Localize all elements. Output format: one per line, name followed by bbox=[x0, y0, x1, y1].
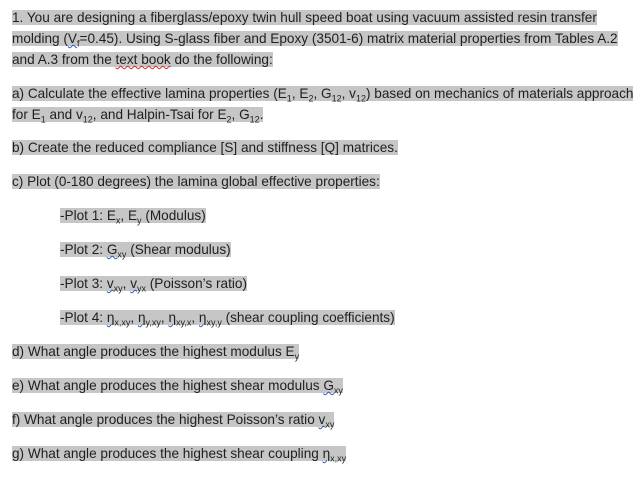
p2-c: (Shear modulus) bbox=[126, 242, 231, 257]
p4-sep2: , bbox=[160, 310, 169, 325]
p4-n4-sub: xy,y bbox=[206, 317, 222, 328]
a-t1: a) Calculate the effective lamina properties (E bbox=[12, 86, 287, 101]
p3-v1: v bbox=[106, 276, 114, 291]
a-s4: 12 bbox=[355, 93, 366, 104]
eta-4-symbol bbox=[198, 310, 222, 328]
part-a-line-1 bbox=[12, 85, 633, 103]
part-g-text bbox=[12, 446, 347, 464]
a-t3: , G bbox=[313, 86, 332, 101]
g-sym: η bbox=[322, 446, 331, 461]
plot-3-line bbox=[60, 275, 247, 293]
p4-sep1: , bbox=[130, 310, 138, 325]
part-a-line-2 bbox=[12, 106, 263, 124]
g-sub: x,xy bbox=[330, 453, 347, 464]
vf-letter: V bbox=[67, 31, 77, 46]
p4-n2-sub: y,xy bbox=[145, 317, 161, 328]
fiber-volume-fraction-symbol bbox=[67, 31, 80, 49]
p4-n1: η bbox=[106, 310, 115, 325]
part-d-line bbox=[12, 343, 299, 361]
q1-line-3-text bbox=[12, 52, 273, 67]
p1-c: (Modulus) bbox=[141, 208, 206, 223]
plot-4-text bbox=[60, 310, 395, 328]
a-s7: 2 bbox=[226, 114, 232, 125]
p4-n3: η bbox=[168, 310, 177, 325]
p4-n2: η bbox=[137, 310, 146, 325]
a-t5: ) based on mechanics of materials approach bbox=[365, 86, 634, 101]
a-s1: 1 bbox=[286, 93, 292, 104]
p1-sub-y: y bbox=[137, 215, 142, 226]
part-b-text: b) Create the reduced compliance [S] and stiffness [Q] matrices. bbox=[12, 140, 398, 155]
a-s2: 2 bbox=[308, 93, 314, 104]
part-c-text: c) Plot (0-180 degrees) the lamina global effective properties: bbox=[12, 174, 380, 189]
q1-line-3b: do the following: bbox=[170, 52, 273, 67]
a-u1: for E bbox=[12, 107, 41, 122]
a-s6: 12 bbox=[82, 114, 93, 125]
p4-sep3: , bbox=[191, 310, 199, 325]
part-e-text bbox=[12, 378, 343, 396]
a-u4: , G bbox=[231, 107, 250, 122]
p3-sep: , bbox=[122, 276, 131, 291]
q1-line-1 bbox=[12, 9, 597, 27]
p4-n3-sub: xy,x bbox=[176, 317, 192, 328]
g-symbol bbox=[322, 446, 347, 464]
q1-text-1: 1. You are designing a fiberglass/epoxy twin hull speed boat using vacuum assisted resin transfer bbox=[12, 10, 597, 25]
e-symbol bbox=[323, 378, 343, 396]
p3-v2: v bbox=[130, 276, 137, 291]
part-f-text bbox=[12, 412, 335, 430]
poisson-yx-symbol bbox=[130, 276, 146, 294]
plot-1-line bbox=[60, 207, 206, 225]
part-a-text-1 bbox=[12, 86, 634, 104]
part-c-line bbox=[12, 173, 380, 191]
a-t2: , E bbox=[291, 86, 309, 101]
p4-n1-sub: x,xy bbox=[114, 317, 131, 328]
d-t: d) What angle produces the highest modulus E bbox=[12, 344, 295, 359]
q1-line-3 bbox=[12, 51, 273, 69]
p3-c: (Poisson’s ratio) bbox=[146, 276, 247, 291]
p4-c: (shear coupling coefficients) bbox=[221, 310, 395, 325]
p3-v1-sub: xy bbox=[113, 283, 123, 294]
a-s8: 12 bbox=[249, 114, 260, 125]
part-f-line bbox=[12, 411, 334, 429]
f-t: f) What angle produces the highest Poisson’s ratio bbox=[12, 412, 319, 427]
p2-a: -Plot 2: bbox=[60, 242, 107, 257]
plot-2-line bbox=[60, 241, 231, 259]
q1-line-3a: and A.3 from the bbox=[12, 52, 116, 67]
q1-line-2a: molding ( bbox=[12, 31, 68, 46]
p2-sub: xy bbox=[117, 249, 127, 260]
part-a-text-2 bbox=[12, 107, 264, 125]
f-sym: v bbox=[318, 412, 326, 427]
eta-2-symbol bbox=[137, 310, 161, 328]
a-s5: 1 bbox=[40, 114, 46, 125]
a-u3: , and Halpin-Tsai for E bbox=[92, 107, 227, 122]
part-d-text bbox=[12, 344, 300, 362]
q1-line-2b: =0.45). Using S-glass fiber and Epoxy (3501-6) matrix material properties from Tables A.2 bbox=[79, 31, 618, 46]
a-u5: . bbox=[259, 107, 264, 122]
eta-3-symbol bbox=[168, 310, 192, 328]
e-sub: xy bbox=[333, 385, 343, 396]
f-symbol bbox=[318, 412, 335, 430]
p4-n4: η bbox=[198, 310, 207, 325]
a-s3: 12 bbox=[331, 93, 342, 104]
plot-2-text bbox=[60, 242, 231, 260]
e-t: e) What angle produces the highest shear modulus bbox=[12, 378, 324, 393]
poisson-xy-symbol bbox=[106, 276, 123, 294]
p1-sub-x: x bbox=[115, 215, 121, 226]
vf-subscript: f bbox=[77, 38, 80, 49]
p1-a: -Plot 1: E bbox=[60, 208, 116, 223]
e-sym: G bbox=[323, 378, 334, 393]
p1-b: , E bbox=[120, 208, 138, 223]
a-u2: and v bbox=[45, 107, 83, 122]
part-g-line bbox=[12, 445, 346, 463]
plot-4-line bbox=[60, 309, 395, 327]
q1-line-2-text bbox=[12, 31, 618, 49]
eta-1-symbol bbox=[106, 310, 131, 328]
p3-a: -Plot 3: bbox=[60, 276, 107, 291]
p2-g: G bbox=[106, 242, 118, 257]
f-sub: xy bbox=[325, 419, 335, 430]
plot-1-text bbox=[60, 208, 206, 226]
g-t: g) What angle produces the highest shear coupling bbox=[12, 446, 323, 461]
plot-3-text bbox=[60, 276, 247, 294]
q1-line-2 bbox=[12, 30, 618, 48]
a-t4: , v bbox=[341, 86, 356, 101]
d-sub: y bbox=[294, 351, 300, 362]
p3-v2-sub: yx bbox=[137, 283, 146, 294]
textbook-word: text book bbox=[115, 52, 171, 67]
part-e-line bbox=[12, 377, 343, 395]
p4-a: -Plot 4: bbox=[60, 310, 107, 325]
part-b-line bbox=[12, 139, 398, 157]
shear-modulus-symbol bbox=[106, 242, 127, 260]
